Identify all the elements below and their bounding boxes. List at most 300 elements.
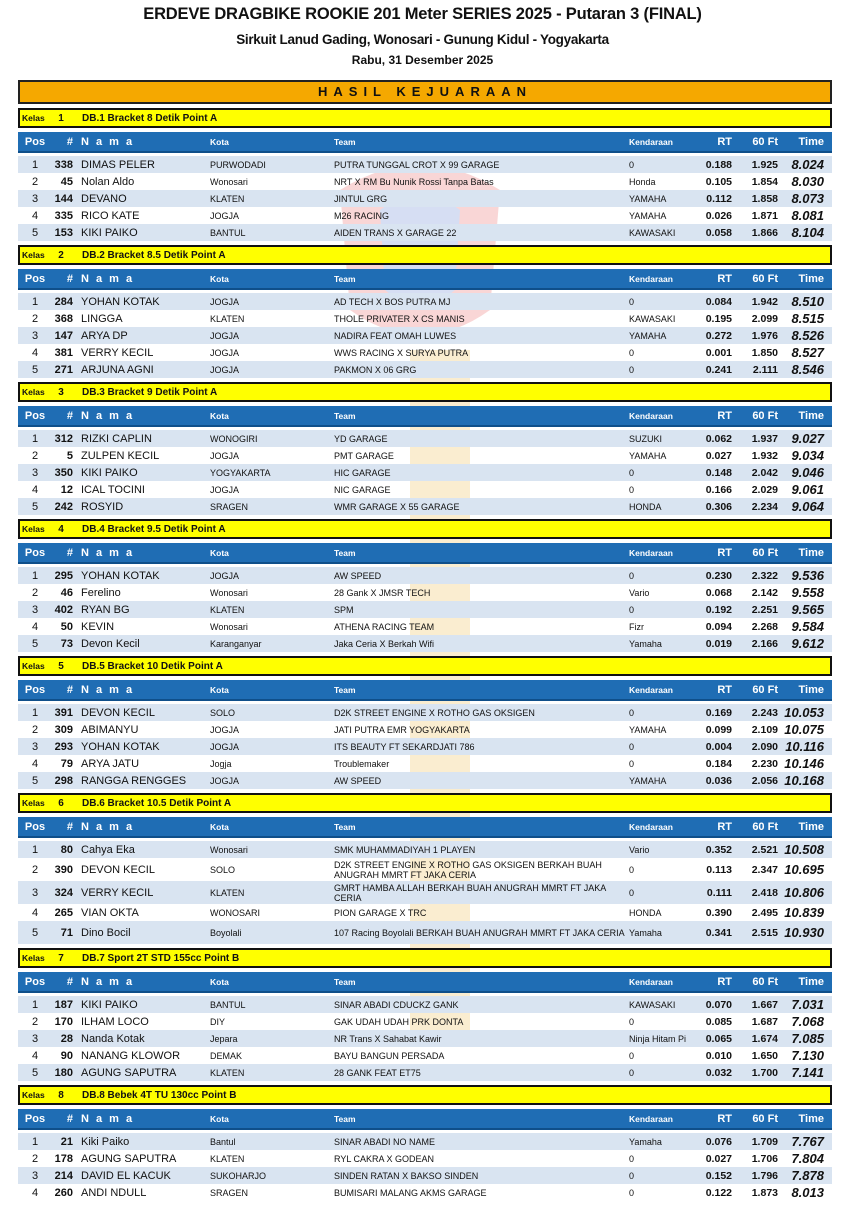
cell-ft: 2.029 bbox=[751, 483, 778, 496]
cell-num: 391 bbox=[54, 706, 73, 719]
cell-team: GAK UDAH UDAH PRK DONTA bbox=[334, 1016, 464, 1027]
column-header-time: Time bbox=[798, 820, 824, 833]
cell-num: 180 bbox=[54, 1066, 73, 1079]
cell-time: 9.046 bbox=[791, 465, 824, 480]
cell-kendaraan: KAWASAKI bbox=[629, 313, 676, 324]
cell-rt: 0.032 bbox=[705, 1066, 732, 1079]
results-table bbox=[18, 841, 832, 944]
cell-nama: ROSYID bbox=[81, 500, 124, 513]
cell-kendaraan: KAWASAKI bbox=[629, 227, 676, 238]
column-header-ft: 60 Ft bbox=[752, 135, 778, 148]
cell-rt: 0.230 bbox=[705, 569, 732, 582]
results-table bbox=[18, 704, 832, 789]
cell-kendaraan: 0 bbox=[629, 1016, 635, 1027]
class-number: 2 bbox=[58, 249, 64, 261]
cell-ft: 1.937 bbox=[751, 432, 778, 445]
cell-time: 10.508 bbox=[784, 842, 824, 857]
cell-nama: DEVON KECIL bbox=[81, 706, 155, 719]
table-row bbox=[18, 1047, 832, 1064]
cell-team: AW SPEED bbox=[334, 775, 382, 786]
cell-num: 144 bbox=[54, 192, 73, 205]
cell-time: 7.878 bbox=[791, 1168, 824, 1183]
cell-nama: ZULPEN KECIL bbox=[81, 449, 160, 462]
column-header-num: # bbox=[66, 1112, 73, 1125]
column-header-kota: Kota bbox=[210, 273, 229, 284]
cell-kota: DIY bbox=[210, 1016, 226, 1027]
cell-kendaraan: 0 bbox=[629, 758, 635, 769]
class-number: 7 bbox=[58, 952, 64, 964]
cell-kendaraan: 0 bbox=[629, 347, 635, 358]
cell-num: 12 bbox=[60, 483, 73, 496]
class-title-bar bbox=[18, 948, 832, 968]
cell-team: M26 RACING bbox=[334, 210, 390, 221]
cell-kendaraan: 0 bbox=[629, 1050, 635, 1061]
class-section bbox=[18, 382, 832, 515]
column-header-rt: RT bbox=[717, 272, 732, 285]
column-header-nama: N a m a bbox=[81, 1112, 135, 1125]
cell-team: NRT X RM Bu Nunik Rossi Tanpa Batas bbox=[334, 176, 494, 187]
cell-nama: Kiki Paiko bbox=[81, 1135, 130, 1148]
cell-time: 8.024 bbox=[791, 157, 824, 172]
cell-num: 45 bbox=[60, 175, 73, 188]
cell-nama: ARYA DP bbox=[81, 329, 128, 342]
column-header-num: # bbox=[66, 683, 73, 696]
cell-pos: 5 bbox=[31, 637, 39, 650]
cell-num: 284 bbox=[54, 295, 73, 308]
column-header-num: # bbox=[66, 820, 73, 833]
cell-team: PUTRA TUNGGAL CROT X 99 GARAGE bbox=[334, 159, 500, 170]
cell-rt: 0.058 bbox=[705, 226, 732, 239]
cell-ft: 2.515 bbox=[751, 926, 778, 939]
cell-nama: AGUNG SAPUTRA bbox=[81, 1066, 177, 1079]
cell-kendaraan: YAMAHA bbox=[629, 724, 667, 735]
column-header-pos: Pos bbox=[24, 1112, 46, 1125]
cell-time: 10.930 bbox=[784, 925, 824, 940]
cell-pos: 2 bbox=[31, 723, 39, 736]
cell-kota: Wonosari bbox=[210, 621, 248, 632]
cell-time: 7.031 bbox=[791, 997, 824, 1012]
cell-time: 9.558 bbox=[791, 585, 824, 600]
cell-nama: ABIMANYU bbox=[81, 723, 139, 736]
cell-kendaraan: 0 bbox=[629, 604, 635, 615]
cell-ft: 2.251 bbox=[751, 603, 778, 616]
cell-nama: KIKI PAIKO bbox=[81, 998, 138, 1011]
column-header-nama: N a m a bbox=[81, 683, 135, 696]
cell-time: 7.767 bbox=[791, 1134, 824, 1149]
cell-pos: 1 bbox=[31, 843, 39, 856]
cell-ft: 1.932 bbox=[751, 449, 778, 462]
cell-team: AD TECH X BOS PUTRA MJ bbox=[334, 296, 451, 307]
cell-nama: KIKI PAIKO bbox=[81, 226, 138, 239]
results-table bbox=[18, 567, 832, 652]
table-row bbox=[18, 447, 832, 464]
table-row bbox=[18, 772, 832, 789]
cell-time: 7.068 bbox=[791, 1014, 824, 1029]
cell-rt: 0.241 bbox=[705, 363, 732, 376]
cell-pos: 5 bbox=[31, 774, 39, 787]
cell-time: 7.804 bbox=[791, 1151, 824, 1166]
cell-num: 73 bbox=[60, 637, 73, 650]
column-header-kota: Kota bbox=[210, 1113, 229, 1124]
cell-rt: 0.084 bbox=[705, 295, 732, 308]
table-row bbox=[18, 618, 832, 635]
kelas-label: Kelas bbox=[22, 113, 45, 123]
cell-ft: 2.268 bbox=[751, 620, 778, 633]
column-header bbox=[18, 543, 832, 564]
cell-team: THOLE PRIVATER X CS MANIS bbox=[334, 313, 465, 324]
cell-num: 170 bbox=[54, 1015, 73, 1028]
cell-team: HIC GARAGE bbox=[334, 467, 391, 478]
cell-team: D2K STREET ENGINE X ROTHO GAS OKSIGEN BERKAH BUAH ANUGRAH MMRT FT JAKA CERIA bbox=[334, 859, 602, 880]
cell-time: 9.565 bbox=[791, 602, 824, 617]
cell-time: 7.085 bbox=[791, 1031, 824, 1046]
cell-kota: JOGJA bbox=[210, 775, 240, 786]
table-row bbox=[18, 293, 832, 310]
cell-ft: 1.687 bbox=[751, 1015, 778, 1028]
column-header-rt: RT bbox=[717, 683, 732, 696]
cell-rt: 0.188 bbox=[705, 158, 732, 171]
cell-kota: YOGYAKARTA bbox=[210, 467, 271, 478]
cell-num: 90 bbox=[60, 1049, 73, 1062]
cell-nama: YOHAN KOTAK bbox=[81, 295, 160, 308]
cell-pos: 5 bbox=[31, 1066, 39, 1079]
cell-kendaraan: SUZUKI bbox=[629, 433, 663, 444]
cell-rt: 0.184 bbox=[705, 757, 732, 770]
table-row bbox=[18, 1133, 832, 1150]
table-row bbox=[18, 1030, 832, 1047]
cell-kendaraan: Yamaha bbox=[629, 1136, 662, 1147]
cell-nama: NANANG KLOWOR bbox=[81, 1049, 181, 1062]
cell-time: 9.536 bbox=[791, 568, 824, 583]
cell-nama: Ferelino bbox=[81, 586, 121, 599]
kelas-label: Kelas bbox=[22, 798, 45, 808]
cell-time: 10.695 bbox=[784, 862, 824, 877]
table-row bbox=[18, 904, 832, 921]
column-header-time: Time bbox=[798, 272, 824, 285]
column-header-kendaraan: Kendaraan bbox=[629, 410, 673, 421]
table-row bbox=[18, 224, 832, 241]
cell-nama: Nolan Aldo bbox=[81, 175, 135, 188]
cell-ft: 1.976 bbox=[751, 329, 778, 342]
cell-time: 10.146 bbox=[784, 756, 824, 771]
cell-kendaraan: 0 bbox=[629, 467, 635, 478]
cell-num: 28 bbox=[60, 1032, 73, 1045]
cell-kendaraan: Vario bbox=[629, 587, 650, 598]
column-header-ft: 60 Ft bbox=[752, 820, 778, 833]
cell-pos: 3 bbox=[31, 603, 39, 616]
class-number: 3 bbox=[58, 386, 64, 398]
column-header bbox=[18, 972, 832, 993]
cell-rt: 0.027 bbox=[705, 449, 732, 462]
cell-kota: JOGJA bbox=[210, 364, 240, 375]
column-header-team: Team bbox=[334, 1113, 356, 1124]
class-section bbox=[18, 948, 832, 1081]
cell-rt: 0.094 bbox=[705, 620, 732, 633]
cell-ft: 2.142 bbox=[751, 586, 778, 599]
column-header-pos: Pos bbox=[24, 975, 46, 988]
cell-kendaraan: Vario bbox=[629, 844, 650, 855]
cell-num: 390 bbox=[54, 863, 73, 876]
column-header-rt: RT bbox=[717, 820, 732, 833]
cell-num: 79 bbox=[60, 757, 73, 770]
cell-nama: LINGGA bbox=[81, 312, 123, 325]
column-header-nama: N a m a bbox=[81, 135, 135, 148]
results-table bbox=[18, 996, 832, 1081]
cell-rt: 0.272 bbox=[705, 329, 732, 342]
cell-nama: RICO KATE bbox=[81, 209, 140, 222]
cell-pos: 3 bbox=[31, 1032, 39, 1045]
cell-ft: 1.850 bbox=[751, 346, 778, 359]
cell-pos: 4 bbox=[31, 346, 39, 359]
cell-team: AIDEN TRANS X GARAGE 22 bbox=[334, 227, 457, 238]
cell-pos: 2 bbox=[31, 312, 39, 325]
cell-time: 7.130 bbox=[791, 1048, 824, 1063]
cell-rt: 0.306 bbox=[705, 500, 732, 513]
cell-pos: 1 bbox=[31, 295, 39, 308]
cell-pos: 4 bbox=[31, 483, 39, 496]
cell-pos: 4 bbox=[31, 1186, 39, 1199]
cell-kota: KLATEN bbox=[210, 887, 245, 898]
cell-kendaraan: 0 bbox=[629, 1067, 635, 1078]
class-section bbox=[18, 793, 832, 944]
column-header-rt: RT bbox=[717, 975, 732, 988]
cell-rt: 0.390 bbox=[705, 906, 732, 919]
cell-time: 10.168 bbox=[784, 773, 824, 788]
cell-team: ATHENA RACING TEAM bbox=[334, 621, 435, 632]
cell-nama: DIMAS PELER bbox=[81, 158, 155, 171]
cell-nama: RYAN BG bbox=[81, 603, 130, 616]
cell-ft: 1.709 bbox=[751, 1135, 778, 1148]
cell-team: JINTUL GRG bbox=[334, 193, 388, 204]
column-header-team: Team bbox=[334, 684, 356, 695]
cell-rt: 0.099 bbox=[705, 723, 732, 736]
cell-time: 8.073 bbox=[791, 191, 824, 206]
cell-rt: 0.195 bbox=[705, 312, 732, 325]
cell-pos: 3 bbox=[31, 466, 39, 479]
cell-num: 21 bbox=[60, 1135, 73, 1148]
cell-pos: 2 bbox=[31, 1015, 39, 1028]
cell-team: NADIRA FEAT OMAH LUWES bbox=[334, 330, 457, 341]
cell-time: 8.515 bbox=[791, 311, 824, 326]
column-header-time: Time bbox=[798, 683, 824, 696]
kelas-label: Kelas bbox=[22, 661, 45, 671]
table-row bbox=[18, 635, 832, 652]
column-header-pos: Pos bbox=[24, 820, 46, 833]
class-section bbox=[18, 519, 832, 652]
cell-nama: Dino Bocil bbox=[81, 926, 131, 939]
cell-rt: 0.027 bbox=[705, 1152, 732, 1165]
cell-kota: KLATEN bbox=[210, 1153, 245, 1164]
table-row bbox=[18, 173, 832, 190]
cell-ft: 1.873 bbox=[751, 1186, 778, 1199]
cell-team: 107 Racing Boyolali BERKAH BUAH ANUGRAH MMRT FT JAKA CERIA bbox=[334, 927, 625, 938]
cell-kota: WONOSARI bbox=[210, 907, 261, 918]
column-header-kendaraan: Kendaraan bbox=[629, 684, 673, 695]
cell-kendaraan: 0 bbox=[629, 741, 635, 752]
column-header-kota: Kota bbox=[210, 410, 229, 421]
cell-num: 350 bbox=[54, 466, 73, 479]
table-row bbox=[18, 430, 832, 447]
table-row bbox=[18, 841, 832, 858]
class-title-bar bbox=[18, 108, 832, 128]
cell-ft: 2.347 bbox=[751, 863, 778, 876]
cell-team: D2K STREET ENGINE X ROTHO GAS OKSIGEN bbox=[334, 707, 535, 718]
column-header-time: Time bbox=[798, 135, 824, 148]
cell-kendaraan: YAMAHA bbox=[629, 450, 667, 461]
cell-ft: 1.854 bbox=[751, 175, 778, 188]
kelas-label: Kelas bbox=[22, 524, 45, 534]
cell-kota: DEMAK bbox=[210, 1050, 243, 1061]
column-header-nama: N a m a bbox=[81, 975, 135, 988]
cell-nama: ILHAM LOCO bbox=[81, 1015, 149, 1028]
cell-pos: 4 bbox=[31, 209, 39, 222]
cell-rt: 0.004 bbox=[705, 740, 732, 753]
cell-time: 8.546 bbox=[791, 362, 824, 377]
cell-rt: 0.113 bbox=[706, 863, 732, 876]
cell-kendaraan: YAMAHA bbox=[629, 210, 667, 221]
cell-ft: 1.674 bbox=[751, 1032, 778, 1045]
cell-num: 338 bbox=[54, 158, 73, 171]
class-number: 8 bbox=[58, 1089, 64, 1101]
table-row bbox=[18, 344, 832, 361]
cell-nama: DEVON KECIL bbox=[81, 863, 155, 876]
cell-num: 293 bbox=[54, 740, 73, 753]
column-header-nama: N a m a bbox=[81, 272, 135, 285]
cell-pos: 2 bbox=[31, 1152, 39, 1165]
column-header-ft: 60 Ft bbox=[752, 683, 778, 696]
cell-rt: 0.166 bbox=[705, 483, 732, 496]
cell-kota: JOGJA bbox=[210, 210, 240, 221]
table-row bbox=[18, 190, 832, 207]
cell-kendaraan: KAWASAKI bbox=[629, 999, 676, 1010]
cell-ft: 1.871 bbox=[751, 209, 778, 222]
cell-num: 271 bbox=[54, 363, 73, 376]
cell-num: 335 bbox=[54, 209, 73, 222]
column-header-ft: 60 Ft bbox=[752, 546, 778, 559]
cell-pos: 5 bbox=[31, 500, 39, 513]
class-section bbox=[18, 1085, 832, 1201]
cell-nama: RIZKI CAPLIN bbox=[81, 432, 152, 445]
cell-kendaraan: Yamaha bbox=[629, 638, 662, 649]
cell-ft: 1.700 bbox=[751, 1066, 778, 1079]
cell-ft: 1.925 bbox=[751, 158, 778, 171]
cell-pos: 4 bbox=[31, 906, 39, 919]
table-row bbox=[18, 721, 832, 738]
cell-pos: 5 bbox=[31, 226, 39, 239]
cell-pos: 1 bbox=[31, 998, 39, 1011]
cell-rt: 0.076 bbox=[705, 1135, 732, 1148]
cell-time: 8.526 bbox=[791, 328, 824, 343]
column-header-rt: RT bbox=[717, 135, 732, 148]
column-header-team: Team bbox=[334, 976, 356, 987]
cell-pos: 2 bbox=[31, 449, 39, 462]
event-date: Rabu, 31 Desember 2025 bbox=[351, 53, 494, 67]
table-row bbox=[18, 1150, 832, 1167]
cell-nama: ICAL TOCINI bbox=[81, 483, 145, 496]
cell-kota: Wonosari bbox=[210, 844, 248, 855]
class-name: DB.8 Bebek 4T TU 130cc Point B bbox=[82, 1089, 237, 1101]
table-row bbox=[18, 1167, 832, 1184]
cell-kendaraan: 0 bbox=[629, 159, 635, 170]
column-header-nama: N a m a bbox=[81, 409, 135, 422]
cell-rt: 0.352 bbox=[705, 843, 732, 856]
table-row bbox=[18, 881, 832, 904]
kelas-label: Kelas bbox=[22, 1090, 45, 1100]
column-header-kota: Kota bbox=[210, 976, 229, 987]
results-list bbox=[18, 108, 832, 1205]
cell-team: NIC GARAGE bbox=[334, 484, 391, 495]
cell-team: GMRT HAMBA ALLAH BERKAH BUAH ANUGRAH MMRT FT JAKA CERIA bbox=[334, 882, 606, 903]
class-name: DB.6 Bracket 10.5 Detik Point A bbox=[82, 797, 232, 809]
column-header-num: # bbox=[66, 409, 73, 422]
cell-nama: KIKI PAIKO bbox=[81, 466, 138, 479]
cell-num: 187 bbox=[54, 998, 73, 1011]
cell-kota: JOGJA bbox=[210, 741, 240, 752]
cell-ft: 2.234 bbox=[751, 500, 778, 513]
cell-kota: PURWODADI bbox=[210, 159, 266, 170]
cell-num: 312 bbox=[54, 432, 73, 445]
column-header-nama: N a m a bbox=[81, 820, 135, 833]
column-header bbox=[18, 269, 832, 290]
cell-num: 402 bbox=[54, 603, 73, 616]
column-header-team: Team bbox=[334, 821, 356, 832]
cell-ft: 2.495 bbox=[751, 906, 778, 919]
results-table bbox=[18, 430, 832, 515]
cell-kota: KLATEN bbox=[210, 313, 245, 324]
cell-rt: 0.070 bbox=[705, 998, 732, 1011]
column-header-pos: Pos bbox=[24, 546, 46, 559]
cell-rt: 0.062 bbox=[705, 432, 732, 445]
table-row bbox=[18, 738, 832, 755]
cell-nama: YOHAN KOTAK bbox=[81, 740, 160, 753]
cell-team: BAYU BANGUN PERSADA bbox=[334, 1050, 445, 1061]
column-header-kendaraan: Kendaraan bbox=[629, 1113, 673, 1124]
class-section bbox=[18, 108, 832, 241]
cell-time: 7.141 bbox=[791, 1065, 824, 1080]
table-row bbox=[18, 755, 832, 772]
cell-num: 147 bbox=[54, 329, 73, 342]
class-number: 5 bbox=[58, 660, 64, 672]
cell-pos: 3 bbox=[31, 329, 39, 342]
cell-time: 8.030 bbox=[791, 174, 824, 189]
cell-team: SPM bbox=[334, 604, 354, 615]
cell-ft: 2.109 bbox=[751, 723, 778, 736]
cell-kota: JOGJA bbox=[210, 570, 240, 581]
column-header-kendaraan: Kendaraan bbox=[629, 547, 673, 558]
cell-rt: 0.026 bbox=[705, 209, 732, 222]
table-row bbox=[18, 310, 832, 327]
cell-nama: ARYA JATU bbox=[81, 757, 140, 770]
cell-kota: BANTUL bbox=[210, 227, 246, 238]
cell-time: 9.027 bbox=[791, 431, 824, 446]
cell-pos: 3 bbox=[31, 192, 39, 205]
table-row bbox=[18, 156, 832, 173]
column-header bbox=[18, 406, 832, 427]
cell-kota: SRAGEN bbox=[210, 1187, 249, 1198]
cell-kota: Karanganyar bbox=[210, 638, 262, 649]
class-name: DB.2 Bracket 8.5 Detik Point A bbox=[82, 249, 226, 261]
column-header-pos: Pos bbox=[24, 683, 46, 696]
cell-pos: 1 bbox=[31, 432, 39, 445]
cell-rt: 0.105 bbox=[705, 175, 732, 188]
cell-ft: 2.090 bbox=[751, 740, 778, 753]
cell-ft: 1.650 bbox=[751, 1049, 778, 1062]
column-header-ft: 60 Ft bbox=[752, 409, 778, 422]
table-row bbox=[18, 327, 832, 344]
cell-num: 298 bbox=[54, 774, 73, 787]
class-number: 4 bbox=[58, 523, 64, 535]
cell-num: 5 bbox=[66, 449, 73, 462]
